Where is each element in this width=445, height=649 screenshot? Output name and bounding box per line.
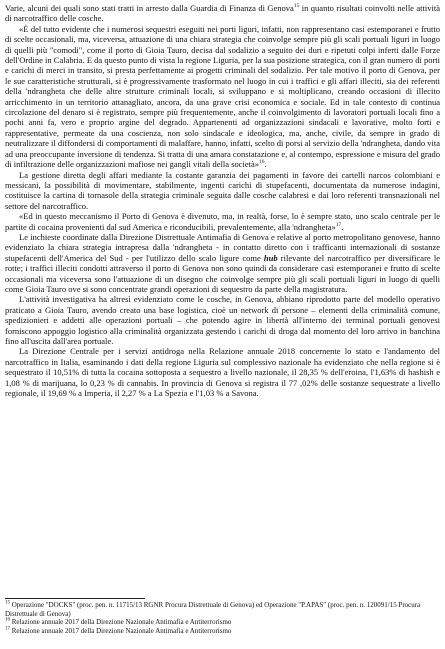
text-run: L'attività investigativa ha altresì evidenziato come le cosche, in Genova, abbiano riprodotto parte del modello operativo praticato a Gioia Tauro, avendo creato una base logistica, cioè un network di persone – elementi della criminalità comune, spedizionieri e addetti alle operazioni portuali – che potendo agire in libertà all'interno dei terminal portuali genovesi forniscono appoggio logistico alla criminalità organizzata gestendo i carichi di droga dal momento del loro arrivo in banchina fino all'uscita dall'area portuale. bbox=[5, 294, 440, 346]
paragraph-p3 bbox=[5, 170, 440, 212]
footnote-15 bbox=[5, 601, 440, 618]
text-run: La Direzione Centrale per i servizi antidroga nella Relazione annuale 2018 concernente lo stato e l'andamento del narcotraffico in Italia, esaminando i dati della regione Liguria sul complessivo nazionale ha evidenziato che nella regione si è sequestrato il 10,51% di tutta la cocaina sottoposta a sequestro a livello nazionale, il 28,35 % dell'eroina, l'1,63% di hashish e 1,08 % di marijuana, lo 0,23 % di cannabis. In provincia di Genova si registra il 77 ,02% delle sostanze sequestrate a livello regionale, il 19,69 % a Imperia, il 2,27 % a La Spezia e l'1,03 % a Savona. bbox=[5, 346, 440, 399]
text-run: rilevante del narcotraffico per diversificare le rotte; i traffici illeciti condotti attraverso il porto di Genova non sono quindi da considerare casi estemporanei e frutto di scelte occasionali ma viceversa sono l'attuazione di un disegno che coinvolge sempre più gli scali portuali liguri in luogo di quelli come Gioia Tauro ove si sono concentrate grandi operazioni di sequestro da parte della magistratura. bbox=[5, 252, 440, 294]
footnote-ref: 15 bbox=[293, 3, 300, 10]
footnote-separator bbox=[5, 598, 145, 599]
footnote-number: 17 bbox=[5, 626, 10, 632]
footnote-text: Relazione annuale 2017 della Direzione Nazionale Antimafia e Antiterrorismo bbox=[11, 618, 232, 627]
footnote-number: 15 bbox=[5, 600, 10, 606]
paragraph-p6 bbox=[5, 294, 440, 346]
footnote-list bbox=[5, 601, 440, 635]
emphasis-text: hub bbox=[263, 252, 278, 263]
text-run: «Ed in questo meccanismo il Porto di Genova è divenuto, ma, in realtà, forse, lo è sempre stato, uno scalo centrale per le partite di cocaina provenienti dal sud America e riconducibili, prevalentemente, alla 'ndrangheta» bbox=[5, 211, 440, 232]
text-run: Varie, alcuni dei quali sono stati tratti in arresto dalla Guardia di Finanza di Genova bbox=[5, 3, 294, 13]
text-run: Le inchieste coordinate dalla Direzione Distrettuale Antimafia di Genova e relative al porto metropolitano genovese, hanno evidenziato la chiara strategia intrapresa dalla 'ndrangheta - in contatto diretto con i trafficanti internazionali di sostanze stupefacenti dell'America del Sud - per l'utilizzo dello scalo ligure come bbox=[5, 231, 440, 263]
paragraph-p1 bbox=[5, 3, 440, 24]
text-run: in quanto risultati coinvolti nelle attività di narcotraffico delle cosche. bbox=[5, 3, 440, 24]
text-run: «È del tutto evidente che i numerosi sequestri eseguiti nei porti liguri, infatti, non rappresentano casi estemporanei e frutto di scelte occasionali, ma, viceversa, attuazione di una chiara strategia che coinvolge sempre più gli scali portuali liguri in luogo di quelli più "comodi", come il porto di Gioia Tauro, decisa dal sodalizio a seguito dei duri e ripetuti colpi inferti dalle Forze dell'Ordine in Calabria. E da questo punto di vista la regione Liguria, per la sua posizione strategica, con il gran numero di porti e carichi di merci in transito, si presta perfettamente ai progetti criminali del sodalizio. Per tale motivo il porto di Genova, per le sue caratteristiche strutturali, si è progressivamente trasformato nel luogo in cui i traffici e gli affari illeciti, sia dei referenti della 'ndrangheta che delle altre strutture criminali locali, si sviluppano e si moltiplicano, creando occasioni di illecito arricchimento in un territorio attanagliato, ancora, da una grave crisi economica e sociale. Ed in tale contesto di continua circolazione del denaro si è registrato, sempre più frequentemente, anche il coinvolgimento di lavoratori portuali locali fino a pochi anni fa, vero e proprio argine del degrado. Appartenenti ad organizzazioni sindacali e lavorative, molto forti e rappresentative, permeate da una coscienza, non solo sindacale e ideologica, ma, anche, civile, da sempre in grado di neutralizzare il diffondersi di comportamenti di malaffare, hanno, infatti, scelto di porsi al servizio della 'ndrangheta, dando vita ad una preoccupante inversione di tendenza. Si tratta di una amara constatazione e, al contempo, espressione e misura del grado di infiltrazione delle organizzazioni mafiose nei gangli vitali della società» bbox=[5, 23, 440, 170]
footnote-ref: 17 bbox=[335, 221, 342, 228]
paragraph-p7 bbox=[5, 346, 440, 398]
footnote-16 bbox=[5, 618, 440, 627]
footnote-ref: 16 bbox=[259, 159, 265, 166]
paragraph-p4 bbox=[5, 211, 440, 232]
text-run: . bbox=[341, 221, 344, 232]
footnote-number: 16 bbox=[5, 617, 10, 623]
footnotes bbox=[5, 598, 440, 635]
footnote-17 bbox=[5, 627, 440, 636]
footnote-text: Relazione annuale 2017 della Direzione Nazionale Antimafia e Antiterrorismo bbox=[11, 626, 232, 635]
footnote-text: Operazione "DOCKS" (proc. pen. n. 11715/13 RGNR Procura Distrettuale di Genova) ed Operazione "P.APAS" (proc. pen. n. 120091/15 Procura Distrettuale di Genova) bbox=[5, 601, 421, 618]
body-text bbox=[5, 3, 440, 398]
paragraph-p5 bbox=[5, 232, 440, 294]
text-run: . bbox=[264, 159, 267, 170]
paragraph-p2 bbox=[5, 24, 440, 170]
text-run: La gestione diretta degli affari mediante la costante garanzia dei pagamenti in favore dei cartelli narcos colombiani e messicani, la possibilità di movimentare, stabilmente, ingenti carichi di stupefacenti, documentata da numerose indagini, costituisce la cartina di tornasole della strategia criminale seguita dalle cosche calabresi e dai loro referenti transnazionali nel settore del narcotraffico. bbox=[5, 169, 440, 211]
